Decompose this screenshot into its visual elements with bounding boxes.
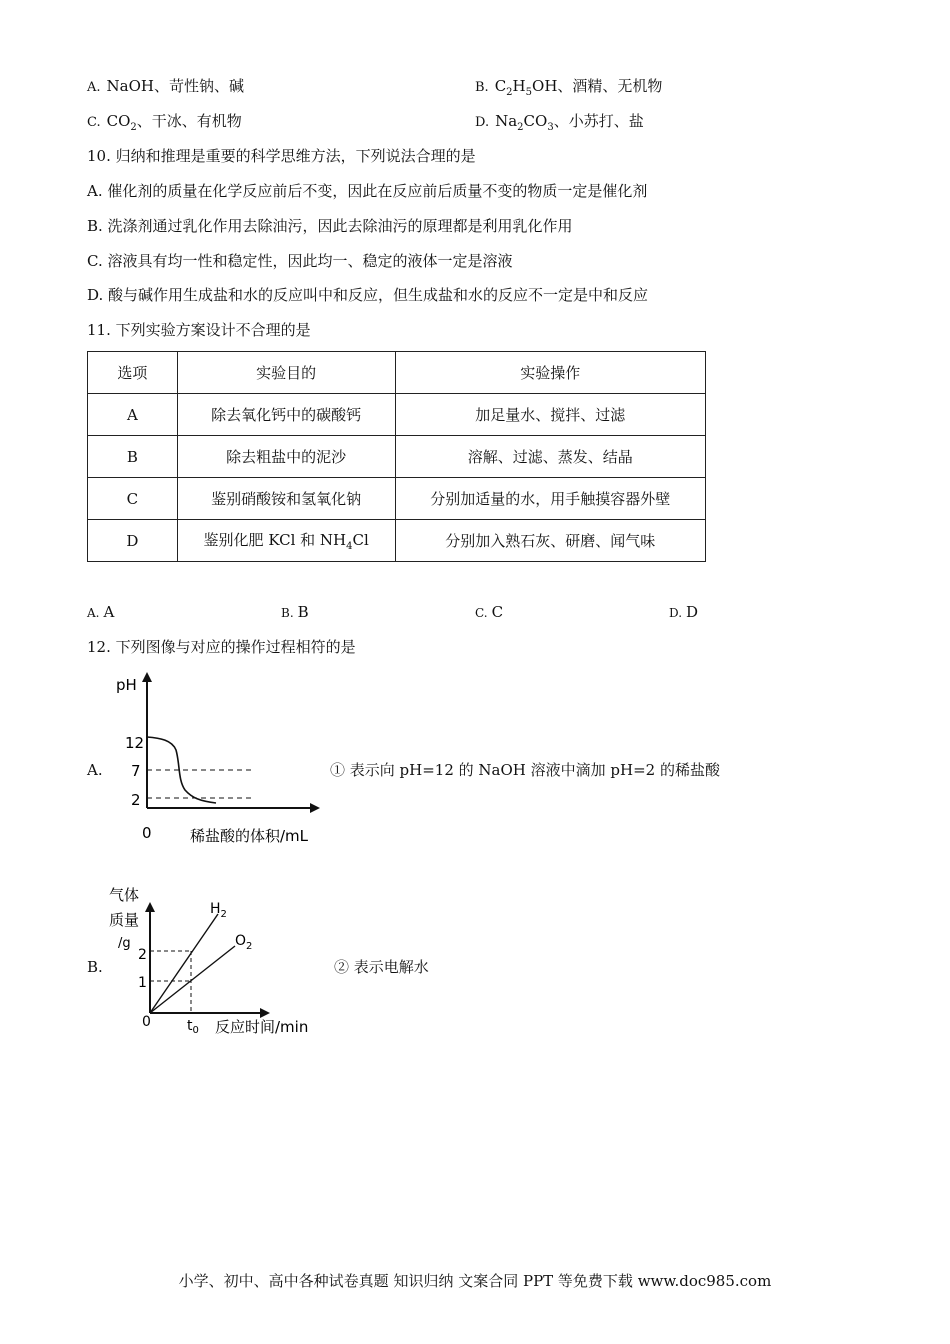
footer-text: 小学、初中、高中各种试卷真题 知识归纳 文案合同 PPT 等免费下载 www.doc985.com bbox=[178, 1272, 772, 1290]
row-operation: 加足量水、搅拌、过滤 bbox=[395, 394, 705, 436]
tick-2: 2 bbox=[138, 947, 147, 963]
q11-answer-a: A. A bbox=[87, 603, 115, 621]
q10-option-a: A. 催化剂的质量在化学反应前后不变，因此在反应前后质量不变的物质一定是催化剂 bbox=[87, 182, 648, 200]
q11-table bbox=[87, 351, 706, 562]
q11-stem: 11. 下列实验方案设计不合理的是 bbox=[87, 321, 311, 339]
q10-stem: 10. 归纳和推理是重要的科学思维方法，下列说法合理的是 bbox=[87, 147, 476, 165]
table-header-row bbox=[88, 352, 706, 394]
table-row bbox=[88, 394, 706, 436]
row-option: D bbox=[88, 520, 178, 562]
q12-option-b-desc: ② 表示电解水 bbox=[334, 958, 429, 976]
row-operation: 分别加入熟石灰、研磨、闻气味 bbox=[395, 520, 705, 562]
origin-label: 0 bbox=[142, 824, 152, 842]
row-purpose: 除去氧化钙中的碳酸钙 bbox=[177, 394, 395, 436]
tick-12: 12 bbox=[125, 734, 145, 752]
table-row bbox=[88, 478, 706, 520]
x-axis-label: 稀盐酸的体积/mL bbox=[190, 827, 309, 845]
tick-1: 1 bbox=[138, 975, 147, 991]
q12-stem: 12. 下列图像与对应的操作过程相符的是 bbox=[87, 638, 356, 656]
row-purpose: 鉴别化肥 KCl 和 $NH_4Cl$ bbox=[177, 520, 395, 562]
row-option: C bbox=[88, 478, 178, 520]
y-axis-label-line3: /g bbox=[118, 936, 131, 951]
q10-option-b: B. 洗涤剂通过乳化作用去除油污，因此去除油污的原理都是利用乳化作用 bbox=[87, 217, 573, 235]
ph-graph bbox=[100, 668, 340, 848]
ph-axis-label: pH bbox=[116, 676, 137, 694]
header-option: 选项 bbox=[88, 352, 178, 394]
o2-label: $O_2$ bbox=[235, 933, 253, 952]
row-option: B bbox=[88, 436, 178, 478]
electrolysis-graph bbox=[100, 880, 340, 1040]
q9-option-c: C. $CO_2$、干冰、有机物 bbox=[87, 112, 242, 133]
q9-option-d: D. $Na_2CO_3$、小苏打、盐 bbox=[475, 112, 644, 133]
x-axis-label: 反应时间/min bbox=[215, 1018, 309, 1036]
q12-option-b-label: B. bbox=[87, 958, 103, 976]
tick-2: 2 bbox=[131, 791, 141, 809]
t0-label: $t_0$ bbox=[187, 1018, 199, 1036]
q11-answer-c: C. C bbox=[475, 603, 504, 621]
q12-option-a-desc: ① 表示向 pH=12 的 NaOH 溶液中滴加 pH=2 的稀盐酸 bbox=[330, 761, 720, 779]
y-axis-label-line1: 气体 bbox=[109, 886, 140, 904]
row-purpose: 除去粗盐中的泥沙 bbox=[177, 436, 395, 478]
row-option: A bbox=[88, 394, 178, 436]
h2-label: $H_2$ bbox=[210, 901, 227, 920]
origin-label: 0 bbox=[142, 1014, 151, 1030]
header-operation: 实验操作 bbox=[395, 352, 705, 394]
q11-answer-b: B. B bbox=[281, 603, 309, 621]
row-operation: 分别加适量的水，用手触摸容器外壁 bbox=[395, 478, 705, 520]
q10-option-c: C. 溶液具有均一性和稳定性，因此均一、稳定的液体一定是溶液 bbox=[87, 252, 513, 270]
tick-7: 7 bbox=[131, 762, 141, 780]
q9-option-b: B. $C_2H_5OH$、酒精、无机物 bbox=[475, 77, 663, 98]
q12-option-a-label: A. bbox=[87, 761, 103, 779]
table-row bbox=[88, 436, 706, 478]
q11-answer-d: D. D bbox=[669, 603, 699, 621]
q9-option-a: A. NaOH、苛性钠、碱 bbox=[87, 77, 244, 95]
row-operation: 溶解、过滤、蒸发、结晶 bbox=[395, 436, 705, 478]
header-purpose: 实验目的 bbox=[177, 352, 395, 394]
q10-option-d: D. 酸与碱作用生成盐和水的反应叫中和反应，但生成盐和水的反应不一定是中和反应 bbox=[87, 286, 649, 304]
row-purpose: 鉴别硝酸铵和氢氧化钠 bbox=[177, 478, 395, 520]
table-row bbox=[88, 520, 706, 562]
y-axis-label-line2: 质量 bbox=[109, 911, 140, 929]
